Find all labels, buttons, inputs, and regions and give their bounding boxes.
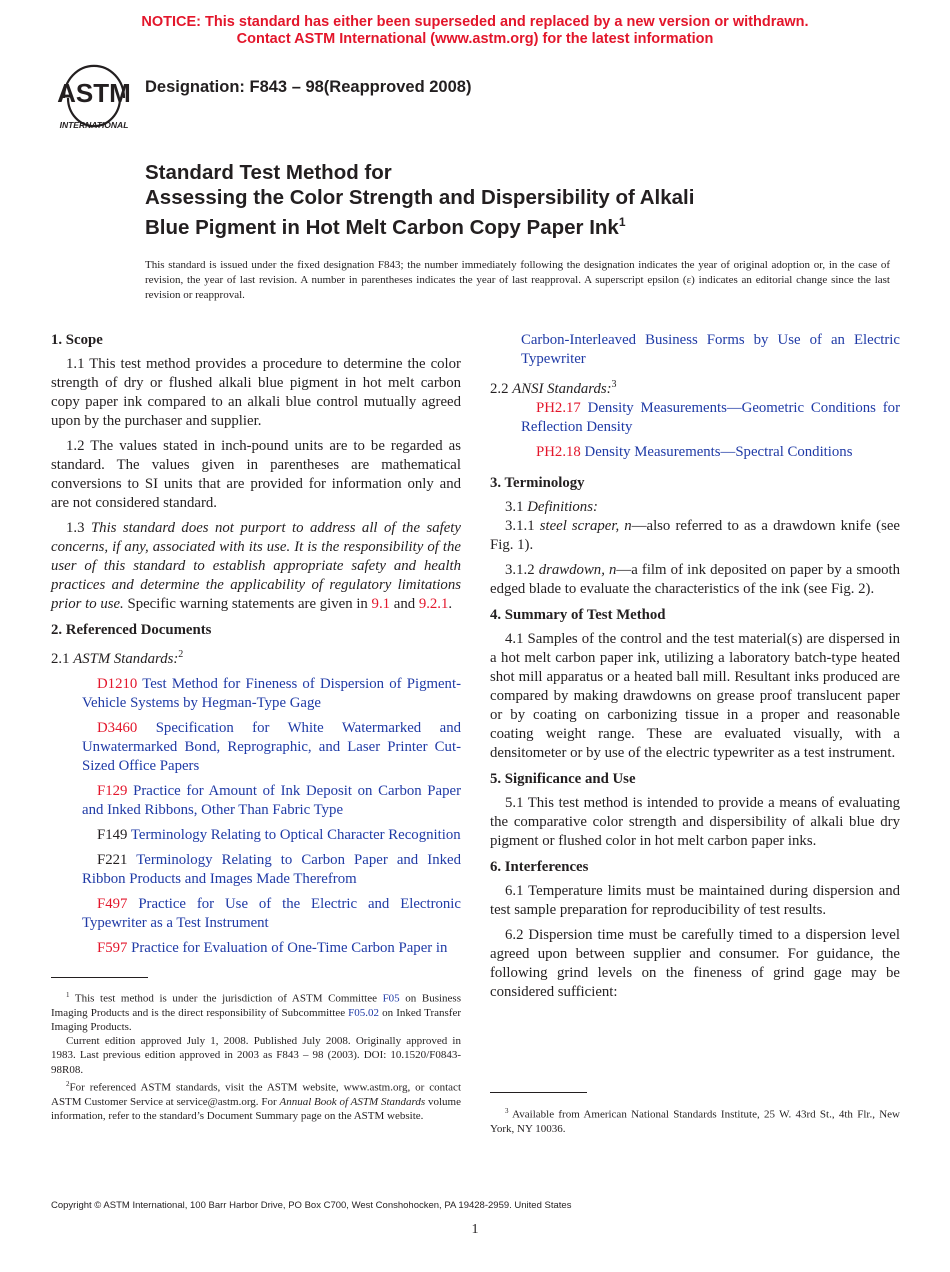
logo-letters: ASTM [57, 78, 131, 108]
ref-f221[interactable]: F221 Terminology Relating to Carbon Paper and Inked Ribbon Products and Images Made Therefrom [82, 851, 461, 887]
footnote-rule-right [490, 1092, 587, 1093]
ref-f129[interactable]: F129 Practice for Amount of Ink Deposit on Carbon Paper and Inked Ribbons, Other Than Fabric Type [82, 782, 462, 818]
ref-ph2-18[interactable]: PH2.18 Density Measurements—Spectral Conditions [536, 443, 853, 460]
logo-subtitle: INTERNATIONAL [59, 120, 129, 130]
astm-standards-label: 2.1 ASTM Standards:$^2$ [51, 649, 184, 667]
section-significance-heading: 5. Significance and Use [490, 770, 636, 787]
copyright-footer: Copyright © ASTM International, 100 Barr Harbor Drive, PO Box C700, West Conshohocken, PA 19428-2959. United States [51, 1200, 572, 1211]
ref-f597-continued[interactable]: Carbon-Interleaved Business Forms by Use of an Electric Typewriter [521, 332, 900, 367]
ref-f497[interactable]: F497 Practice for Use of the Electric and Electronic Typewriter as a Test Instrument [82, 895, 461, 931]
title-line-2: Assessing the Color Strength and Dispersibility of Alkali [145, 186, 695, 209]
footnotes-left [51, 988, 461, 1123]
section-interferences-heading: 6. Interferences [490, 858, 589, 875]
designation: Designation: F843 – 98(Reapproved 2008) [145, 78, 472, 96]
link-9-2-1[interactable]: 9.2.1 [418, 596, 449, 612]
ref-f149[interactable]: F149 Terminology Relating to Optical Character Recognition [97, 826, 461, 843]
notice-line-2: Contact ASTM International (www.astm.org) for the latest information [236, 31, 714, 47]
left-column [51, 331, 461, 964]
link-f05-02[interactable]: F05.02 [348, 1006, 380, 1019]
significance-5-1: 5.1 This test method is intended to provide a means of evaluating the comparative color strength and dispersibility of alkali blue dry pigment or flushed color in hot melt carbon paper inks. [490, 794, 900, 849]
link-9-1[interactable]: 9.1 [371, 596, 391, 612]
term-drawdown: 3.1.2 drawdown, n—a film of ink deposited on paper by a smooth edged blade to evaluate the characteristics of the ink (see Fig. 2). [490, 561, 900, 597]
footnote-rule-left [51, 977, 148, 978]
title-line-3: Blue Pigment in Hot Melt Carbon Copy Paper Ink$^1$ [145, 215, 626, 239]
scope-1-1: 1.1 This test method provides a procedure to determine the color strength of dry or flushed alkali blue pigment in hot melt carbon copy paper ink compared to an alkali blue control mutually agreed upon by the purchaser and supplier. [51, 356, 461, 429]
section-scope-heading: 1. Scope [51, 332, 103, 348]
notice-line-1: NOTICE: This standard has either been superseded and replaced by a new version or withdrawn. [141, 14, 809, 30]
footnote-2: $^2$For referenced ASTM standards, visit the ASTM website, www.astm.org, or contact ASTM Customer Service at service@astm.org. For Annual Book of ASTM Standards volume information, refer to the standard’s Document Summary page on the ASTM website. [51, 1079, 461, 1122]
term-steel-scraper: 3.1.1 steel scraper, n—also referred to as a drawdown knife (see Fig. 1). [490, 517, 900, 553]
title-footnote-mark: 1 [618, 215, 626, 229]
scope-1-2: 1.2 The values stated in inch-pound units are to be regarded as standard. The values given in parentheses are mathematical conversions to SI units that are provided for information only and are not considered standard. [51, 438, 461, 511]
summary-4-1: 4.1 Samples of the control and the test material(s) are dispersed in a hot melt carbon paper ink, utilizing a laboratory batch-type heated shot mill apparatus or a heated ball mill. Resultant inks produced are compared by making drawdowns on grease proof translucent paper or by coating on carbonizing tissue in a proper and reasonable coating weight range. These are evaluated visually, with a densitometer or by use of the electric typewriter as a test instrument. [490, 630, 900, 761]
ref-d3460[interactable]: D3460 Specification for White Watermarked and Unwatermarked Bond, Reprographic, and Laser Printer Cut-Sized Office Papers [82, 719, 461, 774]
footnote-1: $^1$ This test method is under the jurisdiction of ASTM Committee F05 on Business Imaging Products and is the direct responsibility of Subcommittee F05.02 on Inked Transfer Imaging Products. [51, 991, 461, 1034]
astm-logo [52, 58, 136, 134]
ref-ph2-17[interactable]: PH2.17 Density Measurements—Geometric Conditions for Reflection Density [521, 399, 900, 435]
link-f05[interactable]: F05 [382, 992, 400, 1005]
definitions-label: 3.1 Definitions: [505, 498, 598, 515]
section-refdocs-heading: 2. Referenced Documents [51, 622, 212, 638]
section-terminology-heading: 3. Terminology [490, 474, 585, 491]
notice-banner [0, 14, 950, 48]
title-line-1: Standard Test Method for [145, 161, 392, 184]
footnote-1-edition: Current edition approved July 1, 2008. Published July 2008. Originally approved in 1983. Last previous edition approved in 2003 as F843 – 98 (2003). DOI: 10.1520/F0843-98R08. [51, 1035, 461, 1076]
page-number: 1 [471, 1222, 479, 1237]
right-column [490, 331, 900, 1008]
document-title [145, 160, 865, 240]
section-summary-heading: 4. Summary of Test Method [490, 606, 666, 623]
ref-f597[interactable]: F597 Practice for Evaluation of One-Time Carbon Paper in [97, 939, 448, 956]
ansi-standards-label: 2.2 ANSI Standards:$^3$ [490, 379, 617, 397]
standard-issuance-note: This standard is issued under the fixed designation F843; the number immediately following the designation indicates the year of original adoption or, in the case of revision, the year of last revision. A number in parentheses indicates the year of last reapproval. A superscript epsilon (ε) indicates an editorial change since the last revision or reapproval. [145, 259, 890, 301]
interferences-6-1: 6.1 Temperature limits must be maintained during dispersion and test sample preparation for reproducibility of test results. [490, 882, 900, 918]
ref-d1210[interactable]: D1210 Test Method for Fineness of Dispersion of Pigment-Vehicle Systems by Hegman-Type Gage [82, 675, 461, 711]
footnote-3: $^3$ Available from American National Standards Institute, 25 W. 43rd St., 4th Flr., New York, NY 10036. [490, 1107, 900, 1135]
scope-1-3: 1.3 This standard does not purport to address all of the safety concerns, if any, associated with its use. It is the responsibility of the user of this standard to establish appropriate safety and health practices and determine the applicability of regulatory limitations prior to use. Specific warning statements are given in 9.1 and 9.2.1. [51, 520, 461, 612]
interferences-6-2: 6.2 Dispersion time must be carefully timed to a dispersion level agreed upon between supplier and consumer. For guidance, the following grind levels on the fineness of grind gage may be considered sufficient: [490, 926, 900, 1000]
